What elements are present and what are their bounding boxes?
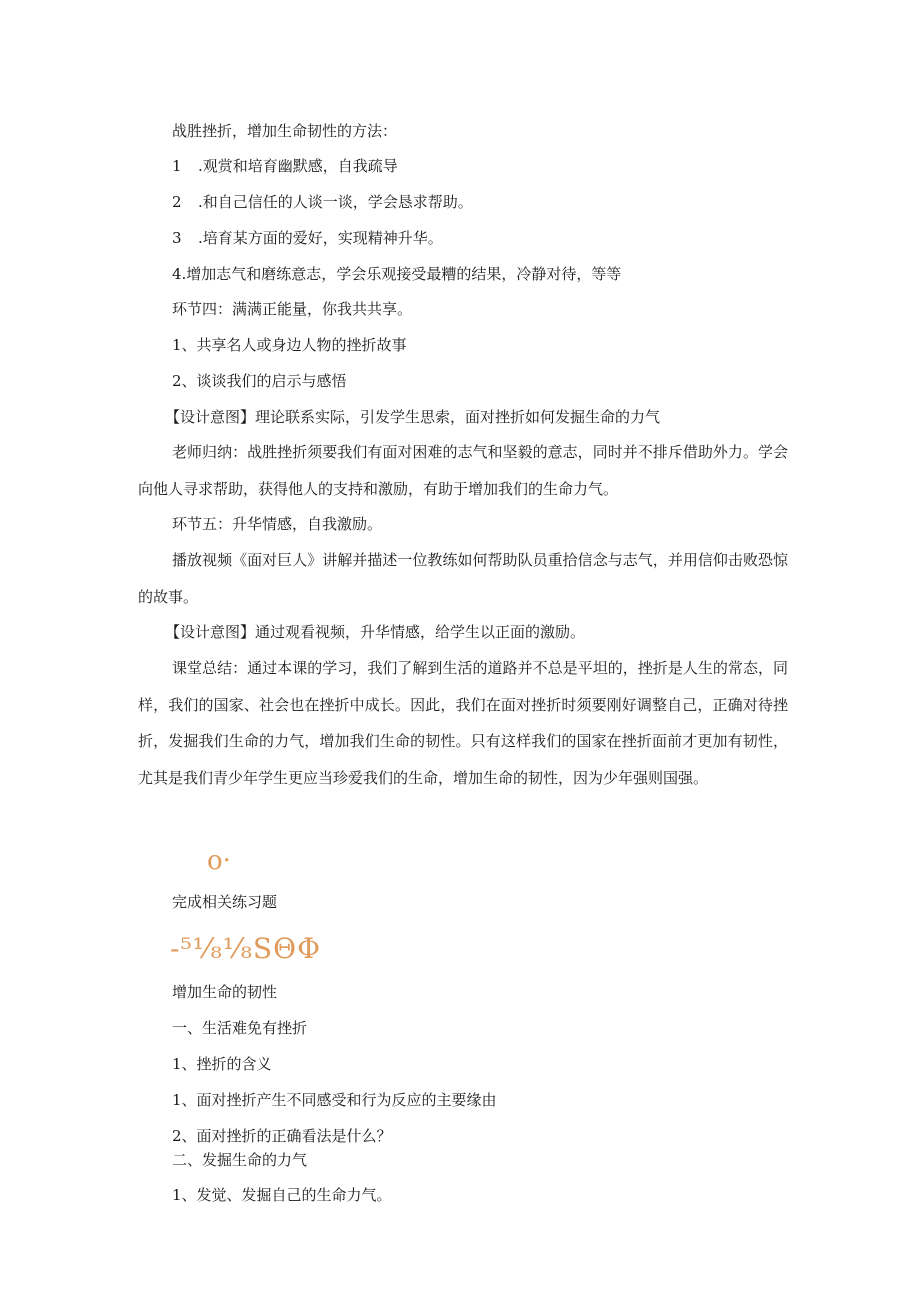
step4-title: 环节四：满满正能量，你我共共享。: [172, 300, 413, 318]
board-title: 增加生命的韧性: [172, 983, 278, 1001]
video-description: 播放视频《面对巨人》讲解并描述一位教练如何帮助队员重拾信念与志气，并用信仰击败恐惊的故事。: [138, 551, 788, 606]
method-num: 3: [172, 229, 182, 247]
board-line: 一、生活难免有挫折: [172, 1019, 308, 1037]
teacher-summary: 老师归纳：战胜挫折须要我们有面对困难的志气和坚毅的意志，同时并不排斥借助外力。学会向他人寻求帮助，获得他人的支持和激励，有助于增加我们的生命力气。: [138, 443, 788, 498]
garbled-glyphs-2: -⁵¹⁄₈¹⁄₈SΘΦ: [170, 932, 322, 965]
step4-item-2: 2、谈谈我们的启示与感悟: [172, 372, 347, 390]
garbled-glyphs-1: o·: [207, 846, 231, 876]
homework-label: 完成相关练习题: [172, 893, 278, 911]
method-item-3: [172, 228, 443, 248]
method-item-4: 4.增加志气和磨练意志，学会乐观接受最糟的结果，冷静对待，等等: [172, 265, 622, 283]
board-line: 二、发掘生命的力气: [172, 1151, 308, 1169]
method-num: 1: [172, 157, 182, 175]
method-text: .培育某方面的爱好，实现精神升华。: [198, 229, 443, 247]
method-text: .观赏和培育幽默感，自我疏导: [198, 157, 398, 175]
design-intent-1: 【设计意图】理论联系实际，引发学生思索，面对挫折如何发掘生命的力气: [165, 408, 661, 426]
method-item-2: [172, 192, 473, 212]
methods-title: 战胜挫折，增加生命韧性的方法：: [172, 122, 398, 140]
step4-item-1: 1、共享名人或身边人物的挫折故事: [172, 336, 407, 354]
board-line: 1、挫折的含义: [172, 1055, 272, 1073]
method-num: 2: [172, 193, 182, 211]
class-summary: 课堂总结：通过本课的学习，我们了解到生活的道路并不总是平坦的，挫折是人生的常态，同样，我们的国家、社会也在挫折中成长。因此，我们在面对挫折时须要刚好调整自己，正确对待挫折，发掘我们生命的力气，增加我们生命的韧性。只有这样我们的国家在挫折面前才更加有韧性，尤其是我们青少年学生更应当珍爱我们的生命，增加生命的韧性，因为少年强则国强。: [138, 659, 788, 787]
method-text: .和自己信任的人谈一谈，学会恳求帮助。: [198, 193, 473, 211]
board-line: 2、面对挫折的正确看法是什么？: [172, 1127, 392, 1145]
step5-title: 环节五：升华情感，自我激励。: [172, 515, 383, 533]
board-line: 1、发觉、发掘自己的生命力气。: [172, 1186, 392, 1204]
board-line: 1、面对挫折产生不同感受和行为反应的主要缘由: [172, 1091, 497, 1109]
method-item-1: [172, 156, 398, 176]
design-intent-2: 【设计意图】通过观看视频，升华情感，给学生以正面的激励。: [165, 623, 586, 641]
